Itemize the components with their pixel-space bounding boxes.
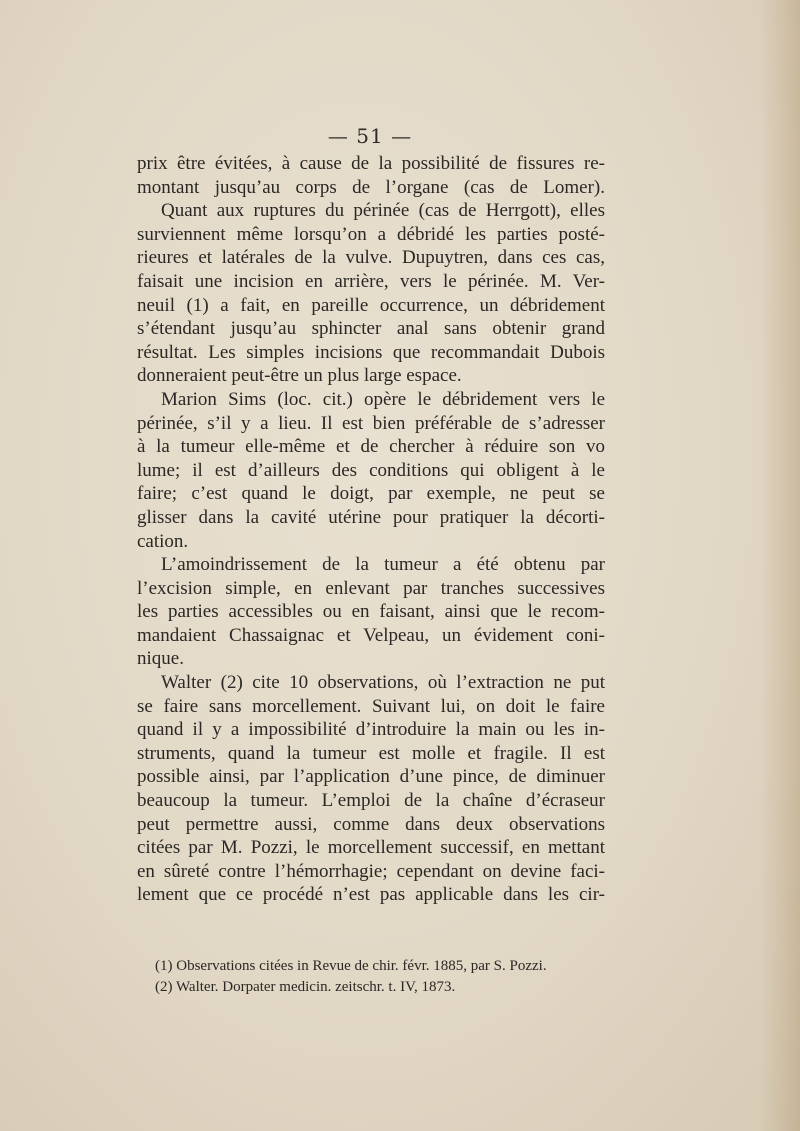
text-line: faisait une incision en arrière, vers le périnée. M. Ver-	[137, 270, 605, 292]
text-line: Walter (2) cite 10 observations, où l’extraction ne put	[161, 672, 605, 694]
text-line: citées par M. Pozzi, le morcellement successif, en mettant	[137, 837, 605, 859]
text-line: cation.	[137, 530, 189, 552]
page-number: — 51 —	[327, 124, 413, 148]
text-line: struments, quand la tumeur est molle et fragile. Il est	[137, 742, 605, 764]
text-line: Quant aux ruptures du périnée (cas de Herrgott), elles	[161, 200, 605, 222]
text-line: se faire sans morcellement. Suivant lui, on doit le faire	[137, 695, 605, 717]
footnotes	[155, 956, 605, 998]
text-line: à la tumeur elle-même et de chercher à réduire son vo	[137, 436, 605, 458]
text-line: possible ainsi, par l’application d’une pince, de diminuer	[137, 766, 605, 788]
text-line: nique.	[137, 648, 184, 670]
footnote: (1) Observations citées in Revue de chir. févr. 1885, par S. Pozzi.	[155, 958, 547, 974]
text-line: neuil (1) a fait, en pareille occurrence, un débridement	[137, 294, 605, 316]
text-line: donneraient peut-être un plus large espace.	[137, 365, 462, 387]
text-line: lement que ce procédé n’est pas applicable dans les cir-	[137, 884, 605, 906]
text-line: prix être évitées, à cause de la possibilité de fissures re-	[137, 153, 605, 174]
text-line: les parties accessibles ou en faisant, ainsi que le recom-	[137, 601, 605, 623]
text-line: quand il y a impossibilité d’introduire la main ou les in-	[137, 719, 605, 741]
text-line: peut permettre aussi, comme dans deux observations	[137, 813, 605, 835]
text-line: surviennent même lorsqu’on a débridé les parties posté-	[137, 223, 605, 245]
text-line: l’excision simple, en enlevant par tranches successives	[137, 577, 605, 599]
text-line: montant jusqu’au corps de l’organe (cas de Lomer).	[137, 176, 605, 198]
page-edge-shading	[760, 0, 800, 1131]
text-line: périnée, s’il y a lieu. Il est bien préférable de s’adresser	[137, 412, 605, 434]
text-line: s’étendant jusqu’au sphincter anal sans obtenir grand	[137, 318, 605, 340]
text-line: L’amoindrissement de la tumeur a été obtenu par	[161, 554, 605, 576]
text-line: faire; c’est quand le doigt, par exemple, ne peut se	[137, 483, 605, 505]
text-line: Marion Sims (loc. cit.) opère le débridement vers le	[161, 388, 605, 410]
text-line: mandaient Chassaignac et Velpeau, un évidement coni-	[137, 624, 605, 646]
footnote: (2) Walter. Dorpater medicin. zeitschr. t. IV, 1873.	[155, 979, 456, 995]
text-line: résultat. Les simples incisions que recommandait Dubois	[137, 341, 605, 363]
text-line: glisser dans la cavité utérine pour pratiquer la décorti-	[137, 506, 605, 528]
body-text	[137, 152, 605, 907]
text-line: en sûreté contre l’hémorrhagie; cependant on devine faci-	[137, 860, 605, 882]
text-line: lume; il est d’ailleurs des conditions qui obligent à le	[137, 459, 605, 481]
text-line: beaucoup la tumeur. L’emploi de la chaîne d’écraseur	[137, 790, 605, 812]
text-line: rieures et latérales de la vulve. Dupuytren, dans ces cas,	[137, 247, 605, 269]
